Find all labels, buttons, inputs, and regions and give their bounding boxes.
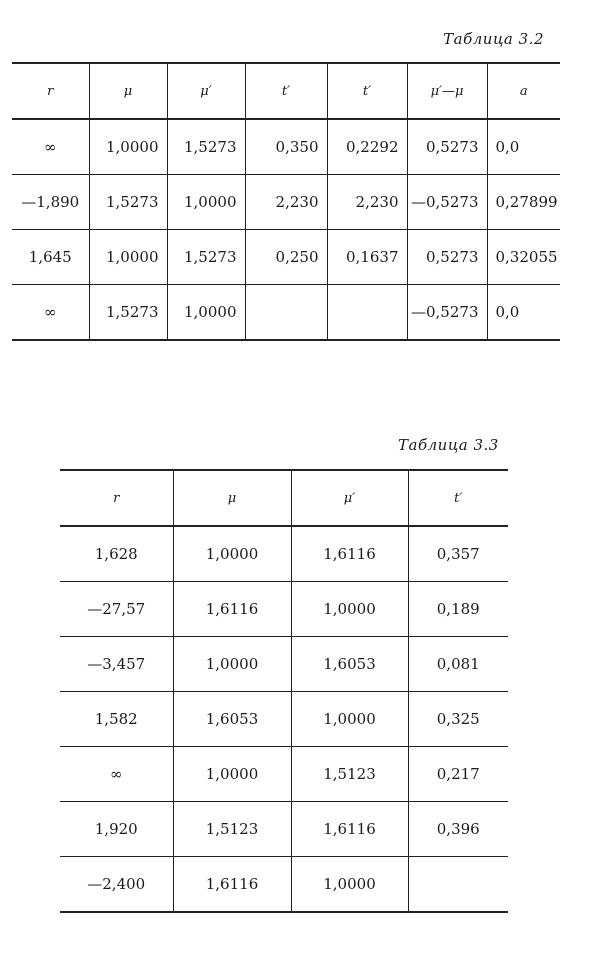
cell-t-prime bbox=[245, 285, 327, 341]
table-row bbox=[12, 175, 560, 230]
table-row bbox=[12, 119, 560, 175]
cell-r: —2,400 bbox=[60, 857, 173, 913]
header-r: r bbox=[60, 470, 173, 526]
cell-t-prime: 0,325 bbox=[408, 692, 508, 747]
cell-t-prime: 0,189 bbox=[408, 582, 508, 637]
table-row bbox=[60, 526, 508, 582]
cell-mu-prime: 1,0000 bbox=[167, 175, 245, 230]
table-row bbox=[12, 285, 560, 341]
table-3-2 bbox=[12, 62, 560, 341]
cell-mu: 1,0000 bbox=[173, 747, 291, 802]
cell-mu-diff: 0,5273 bbox=[407, 119, 487, 175]
cell-mu: 1,6053 bbox=[173, 692, 291, 747]
table-3-2-header-row bbox=[12, 63, 560, 119]
cell-mu-prime: 1,5273 bbox=[167, 119, 245, 175]
cell-mu-prime: 1,0000 bbox=[291, 857, 408, 913]
cell-mu-diff: —0,5273 bbox=[407, 175, 487, 230]
table-row bbox=[60, 637, 508, 692]
cell-t-prime-2: 0,1637 bbox=[327, 230, 407, 285]
cell-r: ∞ bbox=[12, 119, 89, 175]
cell-r: —1,890 bbox=[12, 175, 89, 230]
cell-a: 0,32055 bbox=[487, 230, 560, 285]
table-row bbox=[60, 857, 508, 913]
table-row bbox=[60, 582, 508, 637]
header-mu-prime: μ′ bbox=[291, 470, 408, 526]
header-mu: μ bbox=[173, 470, 291, 526]
cell-mu: 1,5123 bbox=[173, 802, 291, 857]
cell-mu-prime: 1,5273 bbox=[167, 230, 245, 285]
cell-t-prime: 0,217 bbox=[408, 747, 508, 802]
header-t-prime: t′ bbox=[408, 470, 508, 526]
cell-a: 0,27899 bbox=[487, 175, 560, 230]
cell-mu-prime: 1,0000 bbox=[291, 692, 408, 747]
cell-mu-prime: 1,0000 bbox=[167, 285, 245, 341]
cell-mu-prime: 1,6053 bbox=[291, 637, 408, 692]
table-row bbox=[12, 230, 560, 285]
cell-t-prime-2: 0,2292 bbox=[327, 119, 407, 175]
header-a: a bbox=[487, 63, 560, 119]
cell-t-prime: 2,230 bbox=[245, 175, 327, 230]
header-mu-diff: μ′—μ bbox=[407, 63, 487, 119]
table-3-2-caption: Таблица 3.2 bbox=[443, 30, 544, 48]
cell-mu: 1,0000 bbox=[173, 637, 291, 692]
header-r: r bbox=[12, 63, 89, 119]
cell-r: 1,628 bbox=[60, 526, 173, 582]
cell-mu: 1,6116 bbox=[173, 582, 291, 637]
cell-r: 1,582 bbox=[60, 692, 173, 747]
cell-r: ∞ bbox=[60, 747, 173, 802]
cell-mu-prime: 1,0000 bbox=[291, 582, 408, 637]
cell-mu-prime: 1,6116 bbox=[291, 802, 408, 857]
cell-r: 1,645 bbox=[12, 230, 89, 285]
cell-r: 1,920 bbox=[60, 802, 173, 857]
header-t-prime: t′ bbox=[245, 63, 327, 119]
cell-mu-diff: 0,5273 bbox=[407, 230, 487, 285]
header-mu: μ bbox=[89, 63, 167, 119]
cell-mu: 1,5273 bbox=[89, 285, 167, 341]
table-3-3-header-row bbox=[60, 470, 508, 526]
header-mu-prime: μ′ bbox=[167, 63, 245, 119]
cell-mu: 1,0000 bbox=[89, 119, 167, 175]
cell-mu: 1,6116 bbox=[173, 857, 291, 913]
cell-t-prime-2: 2,230 bbox=[327, 175, 407, 230]
cell-t-prime: 0,357 bbox=[408, 526, 508, 582]
cell-mu-diff: —0,5273 bbox=[407, 285, 487, 341]
cell-mu-prime: 1,6116 bbox=[291, 526, 408, 582]
cell-r: ∞ bbox=[12, 285, 89, 341]
table-row bbox=[60, 747, 508, 802]
cell-t-prime: 0,350 bbox=[245, 119, 327, 175]
table-row bbox=[60, 802, 508, 857]
cell-r: —3,457 bbox=[60, 637, 173, 692]
cell-mu: 1,0000 bbox=[173, 526, 291, 582]
cell-t-prime-2 bbox=[327, 285, 407, 341]
cell-mu-prime: 1,5123 bbox=[291, 747, 408, 802]
table-row bbox=[60, 692, 508, 747]
cell-r: —27,57 bbox=[60, 582, 173, 637]
cell-a: 0,0 bbox=[487, 285, 560, 341]
table-3-3-caption: Таблица 3.3 bbox=[398, 436, 499, 454]
table-3-3 bbox=[60, 469, 508, 913]
header-t-prime-2: t′ bbox=[327, 63, 407, 119]
cell-a: 0,0 bbox=[487, 119, 560, 175]
cell-t-prime: 0,396 bbox=[408, 802, 508, 857]
cell-t-prime: 0,081 bbox=[408, 637, 508, 692]
cell-mu: 1,5273 bbox=[89, 175, 167, 230]
cell-mu: 1,0000 bbox=[89, 230, 167, 285]
cell-t-prime bbox=[408, 857, 508, 913]
cell-t-prime: 0,250 bbox=[245, 230, 327, 285]
